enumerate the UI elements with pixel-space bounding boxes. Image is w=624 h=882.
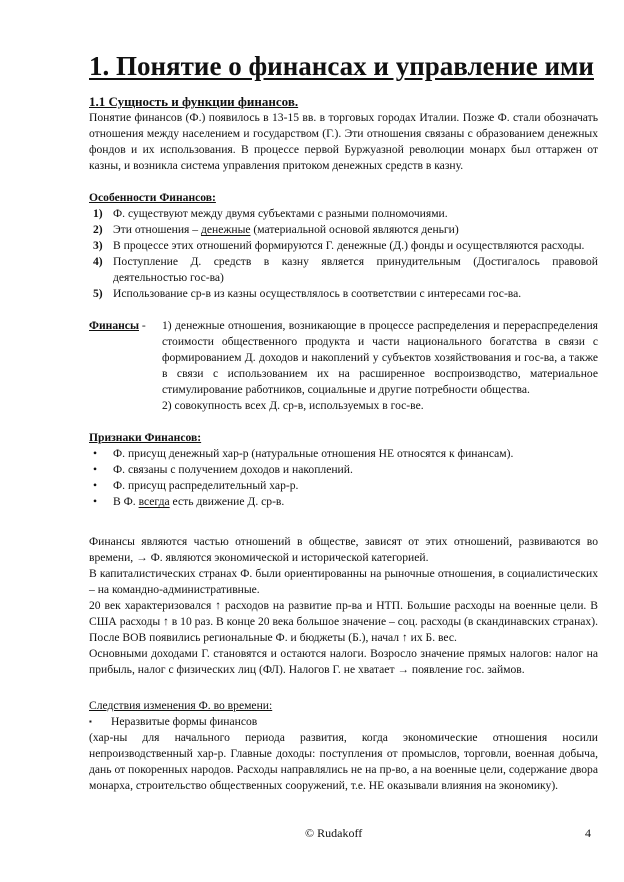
- paragraph: (хар-ны для начального периода развития, когда экономические отношения носили непроизводственный хар-р. Главные доходы: поступления от промыслов, торговли, военная добыча, дань от покоренных народов. Расходы направлялись не на пр-во, а на военные цели, содержание двора монарха, строительство общественных сооружений, т.е. НЕ оказывали влияния на экономику).: [89, 731, 598, 792]
- definition-1: 1) денежные отношения, возникающие в процессе распределения и перераспределения стоимости общественного продукта и части национального богатства в связи с формированием Д. доходов и накоплений у субъектов хозяйствования и гос-ва, а также в связи с использованием их на расширенное воспроизводство, материальное стимулирование работников, социальные и другие потребности общества.: [162, 319, 598, 396]
- list-item: • Ф. присущ денежный хар-р (натуральные отношения НЕ относятся к финансам).: [93, 447, 514, 460]
- document-page: [89, 48, 598, 794]
- consequences-list: [89, 714, 598, 730]
- copyright: © Rudakoff: [305, 826, 363, 840]
- bullet-icon: •: [93, 495, 98, 508]
- definition-term-wrap: Финансы -: [89, 319, 149, 332]
- page-title: 1. Понятие о финансах и управление ими: [89, 51, 594, 81]
- list-item: 2) Эти отношения – денежные (материальной основой являются деньги): [93, 223, 459, 236]
- list-item: ▪ Неразвитые формы финансов: [89, 715, 258, 728]
- list-item: • Ф. связаны с получением доходов и накоплений.: [93, 463, 353, 476]
- definition-term: Финансы: [89, 319, 139, 332]
- definition-2: 2) совокупность всех Д. ср-в, используемых в гос-ве.: [162, 399, 424, 412]
- bullet-icon: •: [93, 463, 98, 476]
- page-number: 4: [585, 826, 591, 840]
- paragraph: В капиталистических странах Ф. были ориентированны на рыночные отношения, в социалистических – на командно-административные.: [89, 567, 598, 596]
- bullet-icon: •: [93, 479, 98, 492]
- consequences-heading: Следствия изменения Ф. во времени:: [89, 699, 273, 712]
- paragraph: 20 век характеризовался ↑ расходов на развитие пр-ва и НТП. Большие расходы на военные цели. В США расходы ↑ в 10 раз. В конце 20 века большое значение – соц. расходы (в скандинавских странах). После ВОВ появились региональные Ф. и бюджеты (Б.), начал ↑ их Б. вес.: [89, 599, 598, 644]
- bullet-icon: •: [93, 447, 98, 460]
- square-bullet-icon: ▪: [89, 717, 92, 726]
- signs-list: [89, 446, 598, 510]
- list-item: 4) Поступление Д. средств в казну является принудительным (Достигалось правовой деятельностью гос-ва): [93, 255, 598, 284]
- finance-definition: [89, 318, 598, 414]
- intro-paragraph: Понятие финансов (Ф.) появилось в 13-15 вв. в торговых городах Италии. Позже Ф. стали обозначать отношения между населением и государством (Г.). Эти отношения связаны с образованием денежных фондов и их использования. В процессе первой Буржуазной революции монарх был оттаржен от казны, и возникла система управления притоком денежных средств в казну.: [89, 111, 598, 172]
- paragraph: Основными доходами Г. становятся и остаются налоги. Возросло значение прямых налогов: налог на прибыль, налог с физических лиц (ФЛ). Налогов Г. не хватает → появление гос. займов.: [89, 647, 598, 676]
- features-list: [89, 206, 598, 302]
- section-heading: 1.1 Сущность и функции финансов.: [89, 94, 299, 109]
- signs-heading: Признаки Финансов:: [89, 431, 202, 444]
- paragraph: Финансы являются частью отношений в обществе, зависят от этих отношений, развиваются во времени, → Ф. являются экономической и исторической категорией.: [89, 535, 598, 564]
- features-heading: Особенности Финансов:: [89, 191, 216, 204]
- list-item: 1) Ф. существуют между двумя субъектами с разными полномочиями.: [93, 207, 448, 220]
- list-item: • В Ф. всегда есть движение Д. ср-в.: [93, 495, 285, 508]
- list-item: • Ф. присущ распределительный хар-р.: [93, 479, 299, 492]
- list-item: 3) В процессе этих отношений формируются Г. денежные (Д.) фонды и осуществляются расходы.: [93, 239, 585, 252]
- list-item: 5) Использование ср-в из казны осуществлялось в соответствии с интересами гос-ва.: [93, 287, 522, 300]
